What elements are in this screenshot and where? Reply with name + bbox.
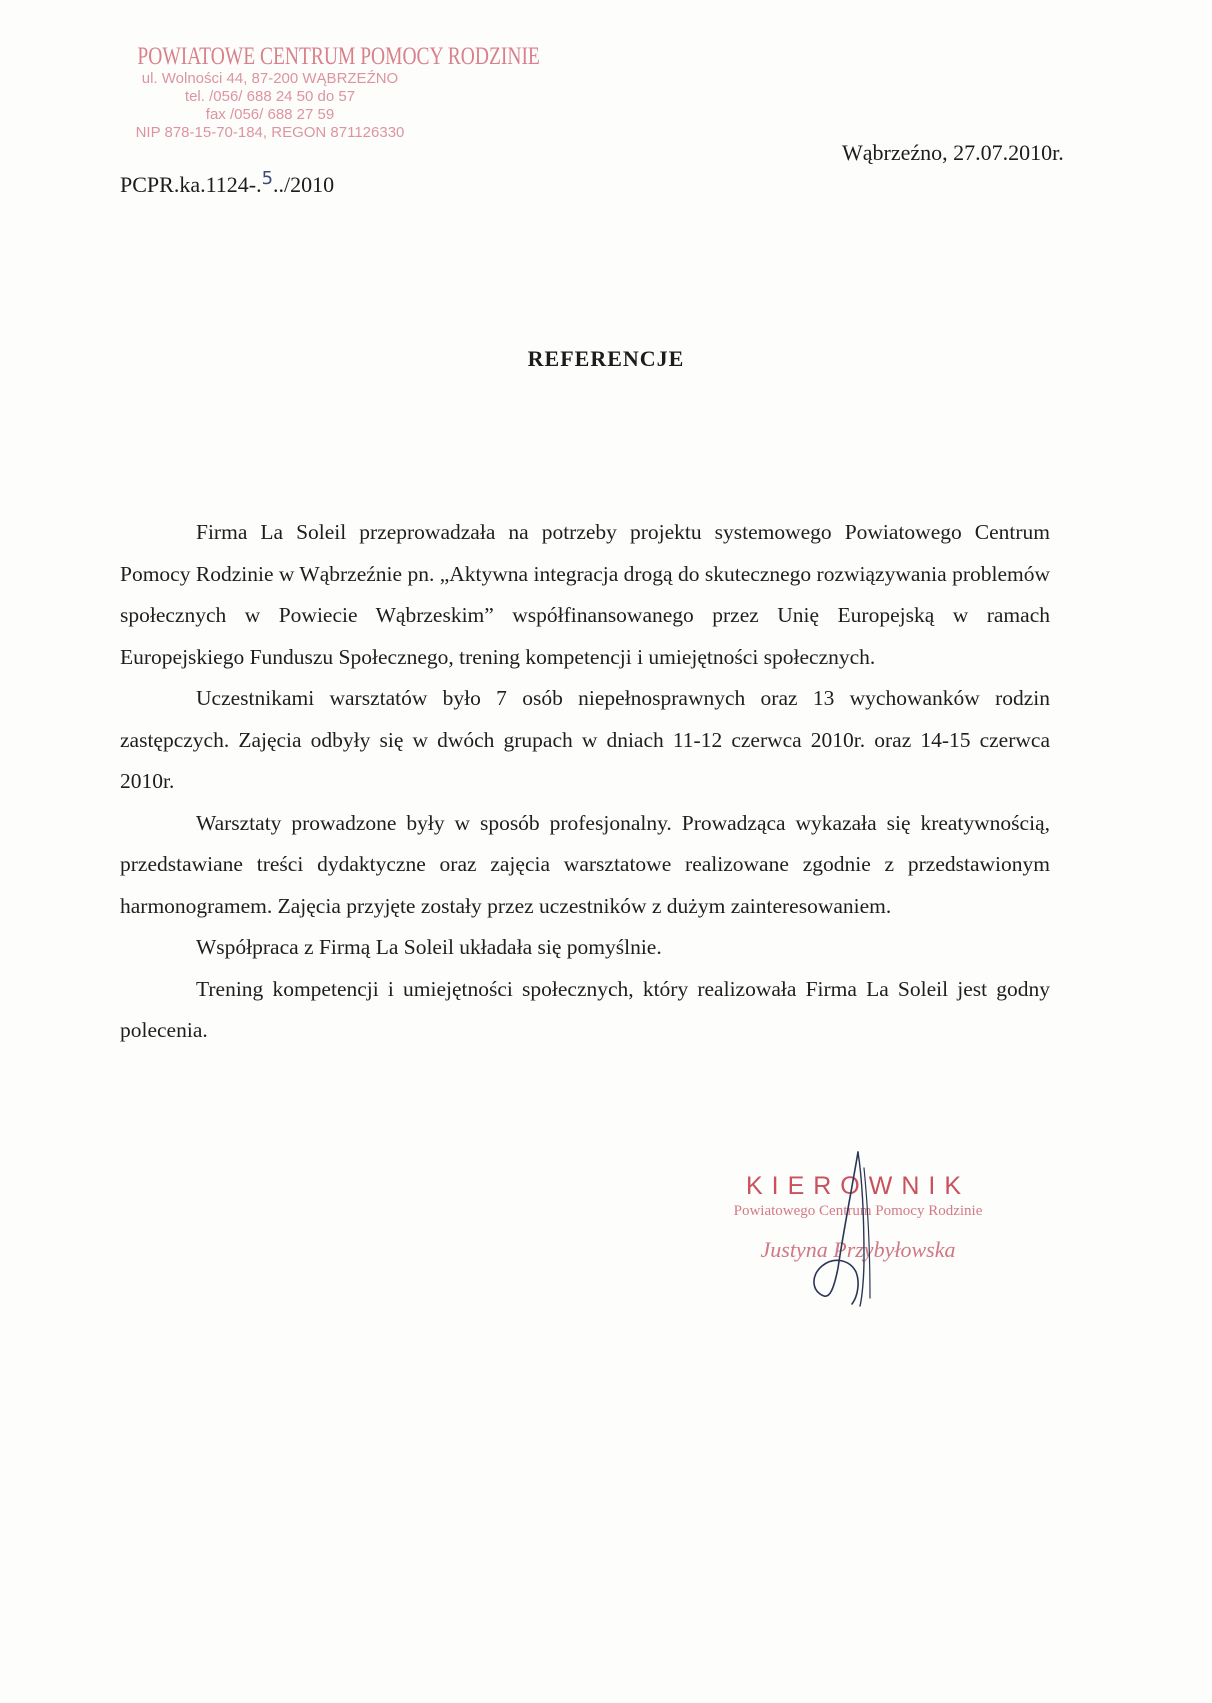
stamp-title: POWIATOWE CENTRUM POMOCY RODZINIE xyxy=(137,43,540,70)
stamp-address: ul. Wolności 44, 87-200 WĄBRZEŹNO xyxy=(141,70,399,87)
reference-number xyxy=(120,168,335,198)
paragraph: Warsztaty prowadzone były w sposób profesjonalny. Prowadząca wykazała się kreatywnością, przedstawiane treści dydaktyczne oraz zajęcia warsztatowe realizowane zgodnie z przedstawionym harmonogramem. Zajęcia przyjęte zostały przez uczestników z dużym zainteresowaniem. xyxy=(120,810,1050,918)
letter-date: Wąbrzeźno, 27.07.2010r. xyxy=(842,140,1064,165)
paragraph: Współpraca z Firmą La Soleil układała się pomyślnie. xyxy=(196,935,662,959)
reference-prefix: PCPR.ka.1124-. xyxy=(120,172,262,197)
handwritten-signature xyxy=(800,1148,940,1308)
stamp-tax-ids: NIP 878-15-70-184, REGON 871126330 xyxy=(135,124,405,141)
signatory-organization: Powiatowego Centrum Pomocy Rodzinie xyxy=(733,1203,983,1219)
paragraph: Firma La Soleil przeprowadzała na potrzeby projektu systemowego Powiatowego Centrum Pomocy Rodzinie w Wąbrzeźnie pn. „Aktywna integracja drogą do skutecznego rozwiązywania problemów społecznych w Powiecie Wąbrzeskim” współfinansowanego przez Unię Europejską w ramach Europejskiego Funduszu Społecznego, trening kompetencji i umiejętności społecznych. xyxy=(120,520,1050,669)
reference-handwritten-digit: 5 xyxy=(261,168,274,189)
letter-body xyxy=(120,512,1050,1052)
stamp-fax: fax /056/ 688 27 59 xyxy=(205,106,335,123)
paragraph: Trening kompetencji i umiejętności społecznych, który realizowała Firma La Soleil jest godny polecenia. xyxy=(120,976,1050,1042)
reference-suffix: ../2010 xyxy=(273,172,335,197)
paragraph: Uczestnikami warsztatów było 7 osób niepełnosprawnych oraz 13 wychowanków rodzin zastępczych. Zajęcia odbyły się w dwóch grupach w dniach 11-12 czerwca 2010r. oraz 14-15 czerwca 2010r. xyxy=(120,686,1050,793)
signatory-name: Justyna Przybyłowska xyxy=(760,1237,956,1262)
institution-stamp xyxy=(100,43,540,142)
signatory-role: KIEROWNIK xyxy=(745,1172,971,1200)
stamp-phone: tel. /056/ 688 24 50 do 57 xyxy=(184,88,356,105)
document-title: REFERENCJE xyxy=(527,346,685,371)
